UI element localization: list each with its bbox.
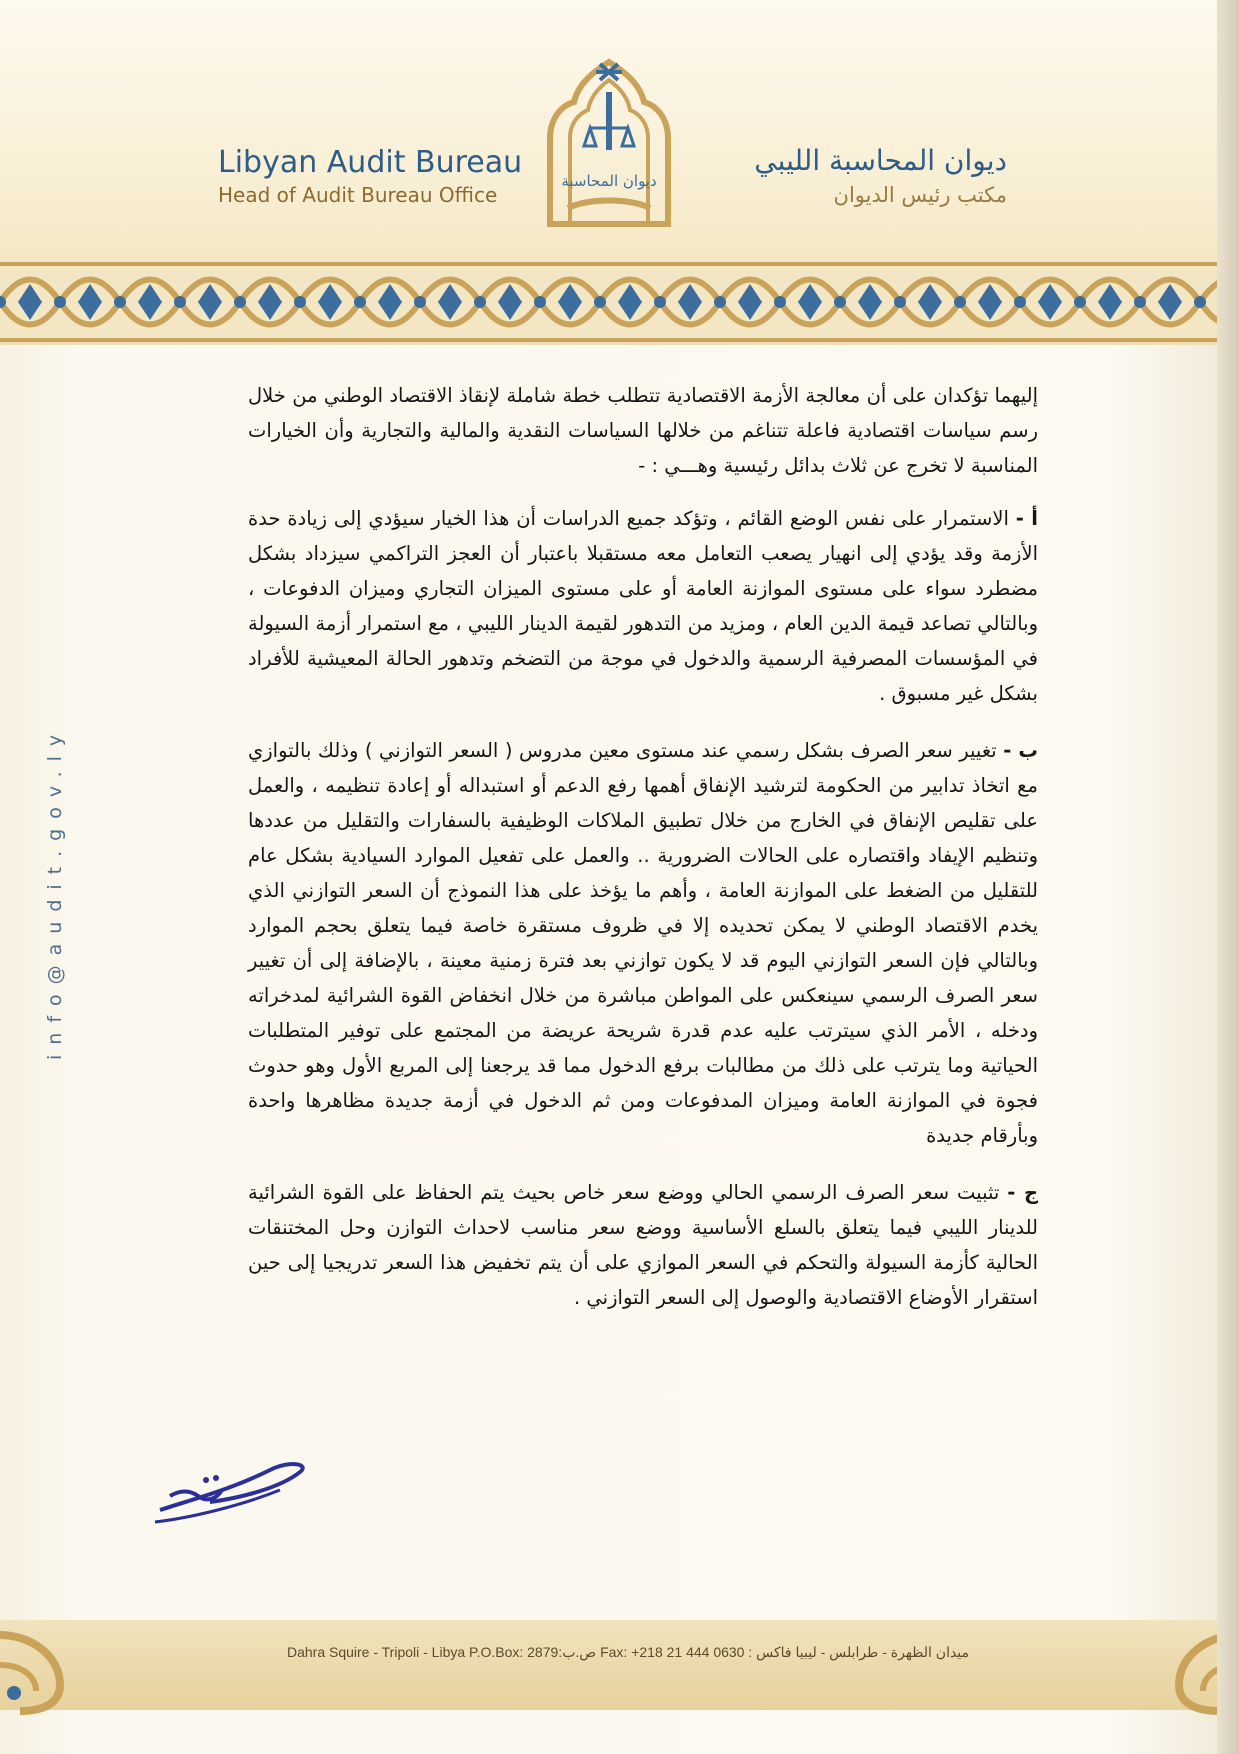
logo-english bbox=[218, 145, 523, 209]
option-a-paragraph bbox=[248, 501, 1038, 711]
option-c-paragraph bbox=[248, 1175, 1038, 1315]
option-c-text: تثبيت سعر الصرف الرسمي الحالي ووضع سعر خاص بحيث يتم الحفاظ على القوة الشرائية للدينار الليبي فيما يتعلق بالسلع الأساسية ووضع سعر مناسب لاحداث التوازن وحل المختنقات الحالية كأزمة السيولة والتحكم في السعر الموازي على أن يتم تخفيض هذا السعر تدريجيا إلى حين استقرار الأوضاع الاقتصادية والوصول إلى السعر التوازني . bbox=[248, 1181, 1038, 1309]
org-name-english: Libyan Audit Bureau bbox=[218, 145, 523, 180]
footer-address: Dahra Squire - Tripoli - Libya P.O.Box: 2879:ص.ب Fax: +218 21 444 0630 : ميدان الظهرة - طرابلس - ليبيا فاكس bbox=[286, 1644, 970, 1660]
emblem-text: ديوان المحاسبة bbox=[561, 172, 657, 190]
option-a-marker: أ - bbox=[1015, 507, 1038, 530]
letterhead bbox=[0, 0, 1239, 345]
intro-paragraph: إليهما تؤكدان على أن معالجة الأزمة الاقتصادية تتطلب خطة شاملة لإنقاذ الاقتصاد الوطني من خلال رسم سياسات اقتصادية فاعلة تتناغم من خلالها السياسات النقدية والمالية والتجارية وأن الخيارات المناسبة لا تخرج عن ثلاث بدائل رئيسية وهـــي : - bbox=[248, 384, 1038, 477]
option-a-text: الاستمرار على نفس الوضع القائم ، وتؤكد جميع الدراسات أن هذا الخيار سيؤدي إلى زيادة حدة الأزمة وقد يؤدي إلى انهيار يصعب التعامل معه مستقبلا باعتبار أن العجز التراكمي سيزداد بشكل مضطرد سواء على مستوى الموازنة العامة أو على مستوى الميزان التجاري وميزان الدفوعات ، وبالتالي تصاعد قيمة الدين العام ، ومزيد من التدهور لقيمة الدينار الليبي ، مع استمرار أزمة السيولة في المؤسسات المصرفية الرسمية والدخول في موجة من التضخم وتدهور الحالة المعيشية للأفراد بشكل غير مسبوق . bbox=[248, 507, 1038, 705]
option-b-text: تغيير سعر الصرف بشكل رسمي عند مستوى معين مدروس ( السعر التوازني ) وذلك بالتوازي مع اتخاذ تدابير من الحكومة لترشيد الإنفاق أهمها رفع الدعم أو استبداله أو إعادة تنظيمه ، والعمل على تقليص الإنفاق في الخارج من خلال تطبيق الملاكات الوظيفية بالسفارات والتقليل من عددها وتنظيم الإيفاد واقتصاره على الحالات الضرورية .. والعمل على تفعيل الموارد السيادية بشكل عام للتقليل من الضغط على الموازنة العامة ، وأهم ما يؤخذ على هذا النموذج أن السعر التوازني الذي يخدم الاقتصاد الوطني لا يمكن تحديده إلا في ظروف مستقرة خاصة فيما يتعلق بحجم الموارد وبالتالي فإن السعر التوازني اليوم قد لا يكون توازني بعد فترة زمنية معينة ، بالإضافة إلى أن تغيير سعر الصرف الرسمي سينعكس على المواطن مباشرة من خلال انخفاض القوة الشرائية لمدخراته ودخله ، الأمر الذي سيترتب عليه عدم قدرة شريحة عريضة من المجتمع على توفير المتطلبات الحياتية وما يترتب على ذلك من مطالبات برفع الدخول مما قد يرجعنا إلى المربع الأول وهو حدوث فجوة في الموازنة العامة وميزان المدفوعات ومن ثم الدخول في أزمة جديدة مظاهرها واحدة وبأرقام جديدة bbox=[248, 739, 1038, 1147]
footer-band bbox=[0, 1620, 1239, 1710]
ornamental-band bbox=[0, 262, 1239, 342]
office-name-english: Head of Audit Bureau Office bbox=[218, 183, 498, 207]
handwritten-signature bbox=[150, 1450, 320, 1530]
logo-arabic bbox=[687, 142, 1007, 210]
option-b-marker: ب - bbox=[1003, 739, 1038, 762]
org-name-arabic: ديوان المحاسبة الليبي bbox=[754, 144, 1007, 177]
email-address[interactable]: info@audit.gov.ly bbox=[44, 724, 66, 1060]
footer-ornament-left bbox=[0, 1615, 95, 1715]
office-name-arabic: مكتب رئيس الديوان bbox=[833, 183, 1007, 207]
option-b-paragraph bbox=[248, 733, 1038, 1153]
option-c-marker: ج - bbox=[1007, 1181, 1038, 1204]
letter-body bbox=[248, 378, 1038, 1337]
audit-bureau-emblem bbox=[538, 58, 680, 228]
page-edge bbox=[1217, 0, 1239, 1754]
